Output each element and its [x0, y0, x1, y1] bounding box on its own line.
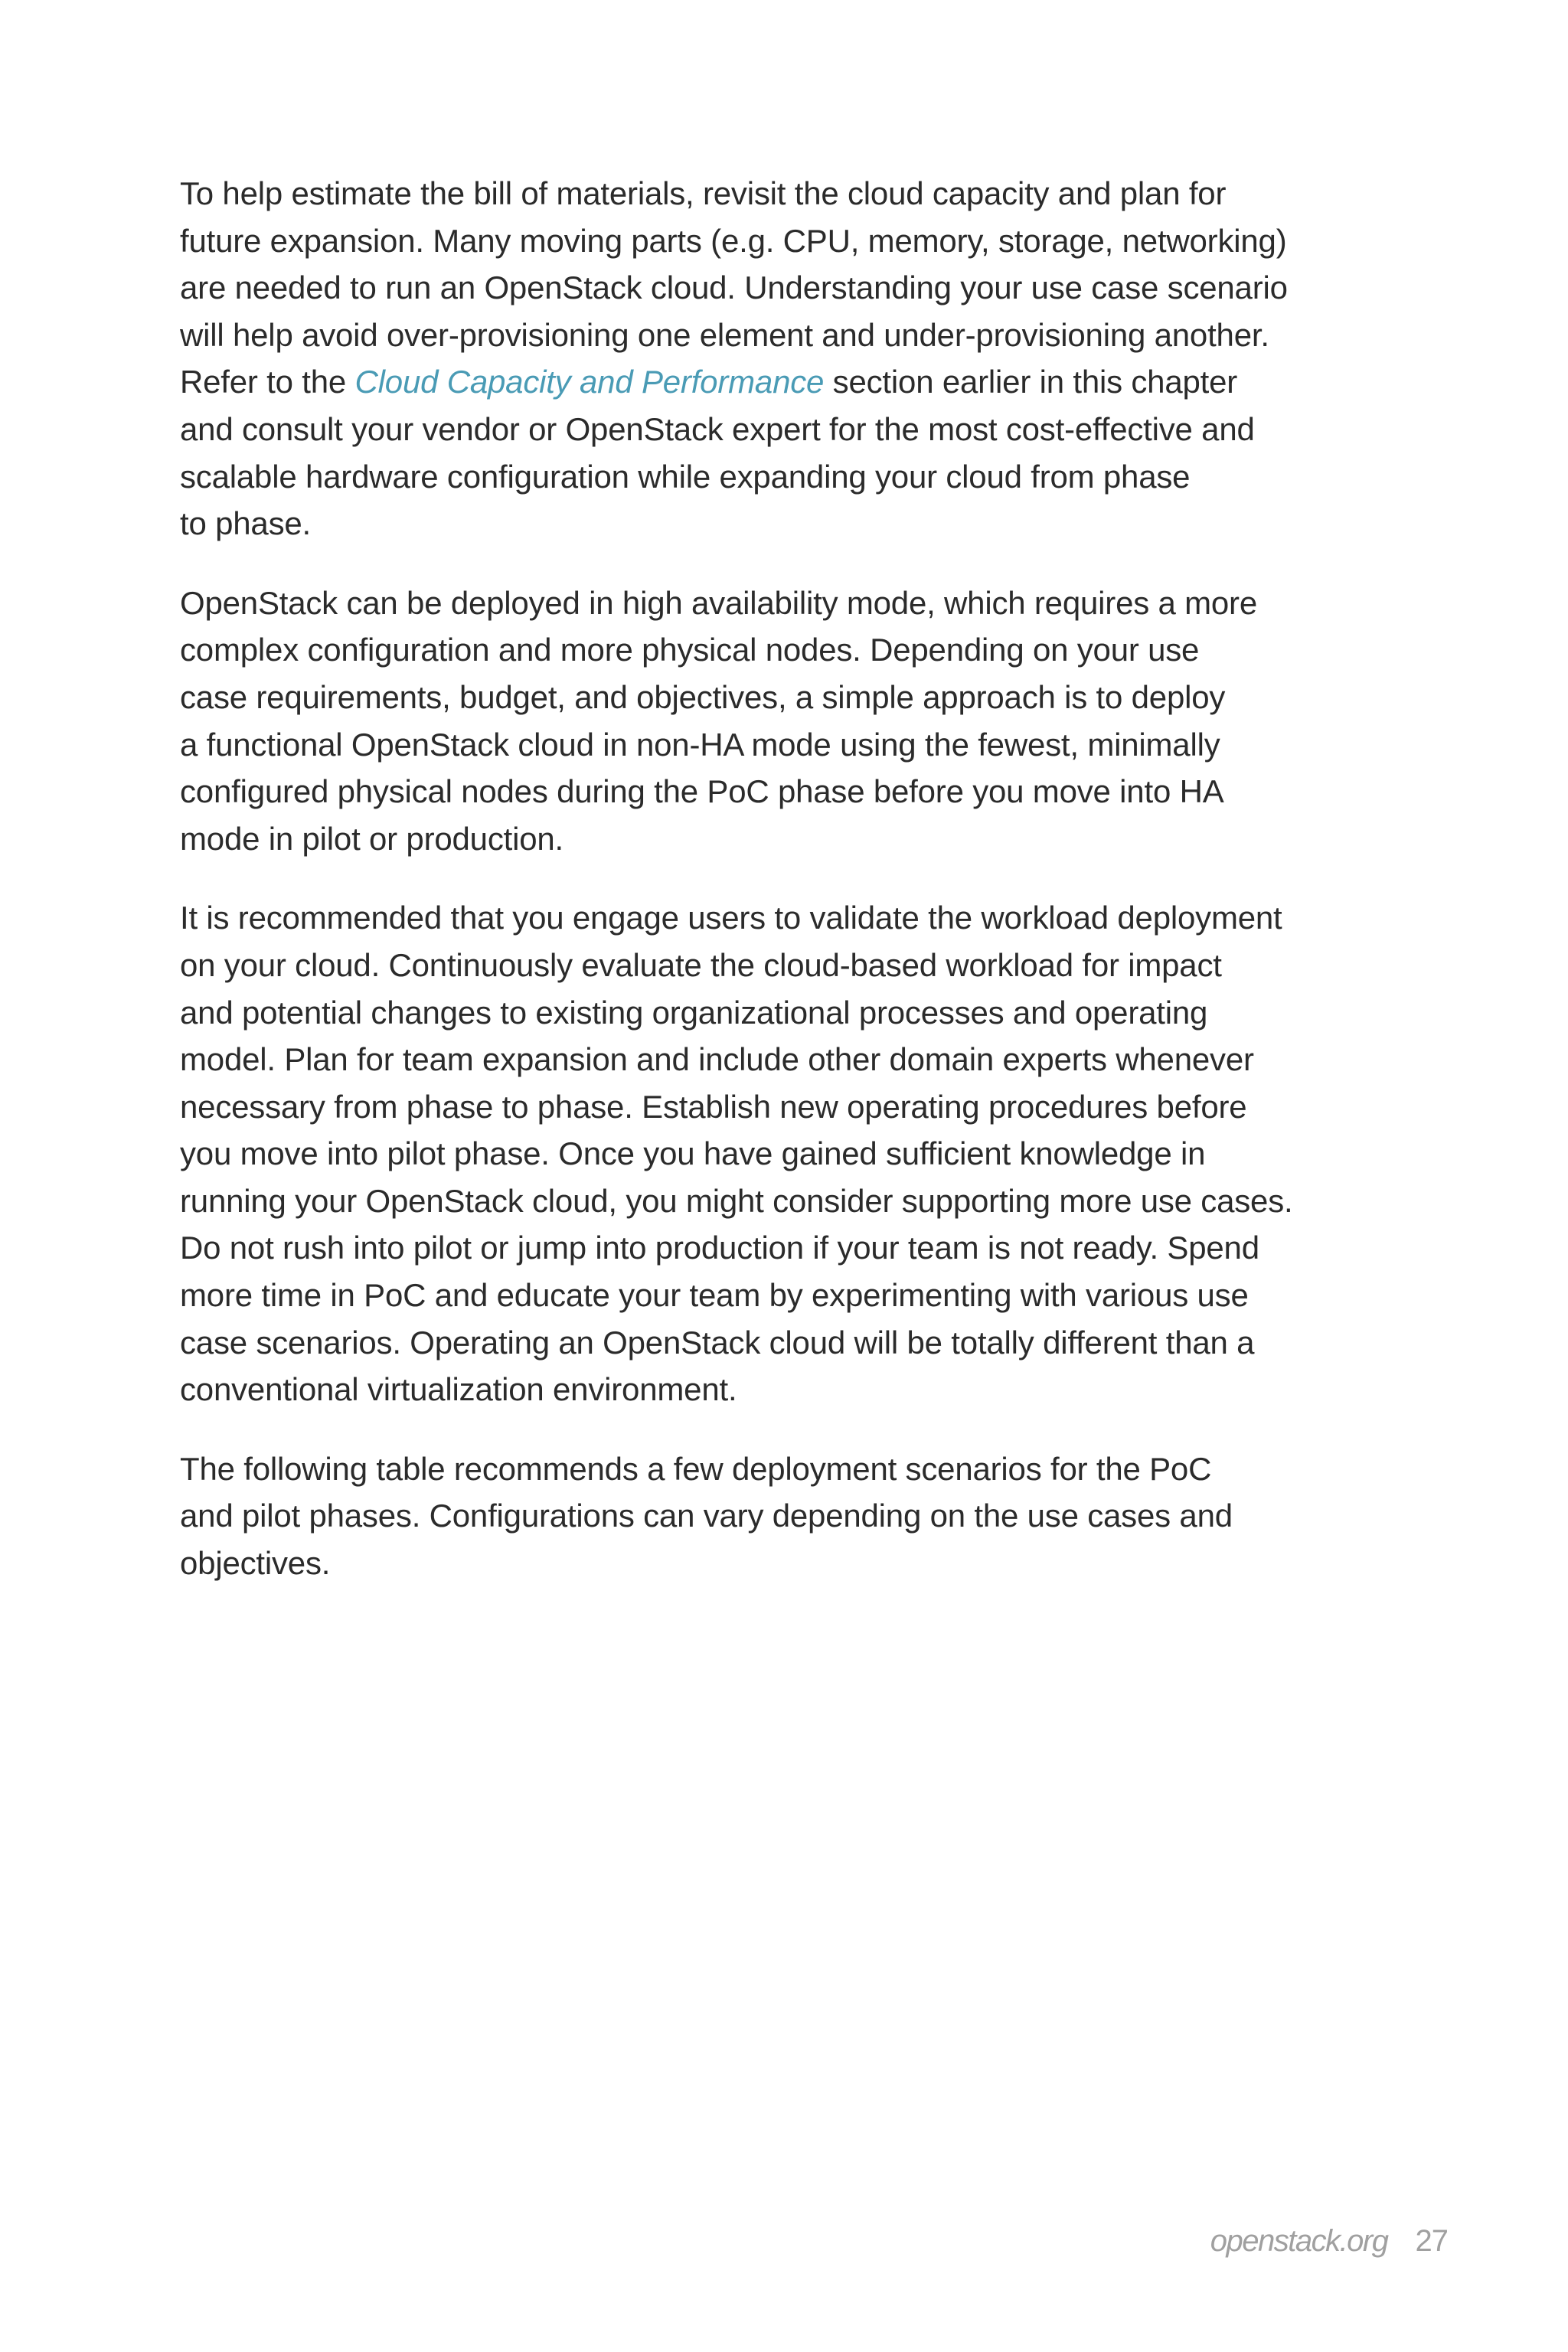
paragraph-engage-users: It is recommended that you engage users to validate the workload deployment on your cloud. Continuously evaluate the cloud-based workload for impact and potential changes to existing organizational processes and operating model. Plan for team expansion and include other domain experts whenever necessary from phase to phase. Establish new operating procedures before you move into pilot phase. Once you have gained sufficient knowledge in running your OpenStack cloud, you might consider supporting more use cases. Do not rush into pilot or jump into production if your team is not ready. Spend more time in PoC and educate your team by experimenting with various use case scenarios. Operating an OpenStack cloud will be totally different than a conventional virtualization environment. — [180, 900, 1293, 1408]
page-footer — [1210, 2224, 1448, 2259]
footer-site: openstack.org — [1210, 2224, 1388, 2258]
page-number: 27 — [1415, 2224, 1448, 2258]
paragraph-table-intro: The following table recommends a few deployment scenarios for the PoC and pilot phases. Configurations can vary depending on the use cases and objectives. — [180, 1450, 1233, 1582]
paragraph-bill-of-materials — [180, 170, 1397, 547]
cloud-capacity-link[interactable]: Cloud Capacity and Performance — [354, 364, 825, 400]
paragraph-text: To help estimate the bill of materials, revisit the cloud capacity and plan for future expansion. Many moving parts (e.g. CPU, memory, storage, networking) are needed to run an OpenStack cloud. Understanding your use case scenario will help avoid over-provisioning one element and under-provisioning another. Refer to the — [180, 175, 1288, 400]
body-text — [180, 170, 1397, 1619]
paragraph-high-availability: OpenStack can be deployed in high availability mode, which requires a more complex configuration and more physical nodes. Depending on your use case requirements, budget, and objectives, a simple approach is to deploy a functional OpenStack cloud in non-HA mode using the fewest, minimally configured physical nodes during the PoC phase before you move into HA mode in pilot or production. — [180, 584, 1258, 857]
paragraph-text: section earlier in this chapter and consult your vendor or OpenStack expert for the most cost-effective and scalable hardware configuration while expanding your cloud from phase to phase. — [180, 364, 1255, 542]
